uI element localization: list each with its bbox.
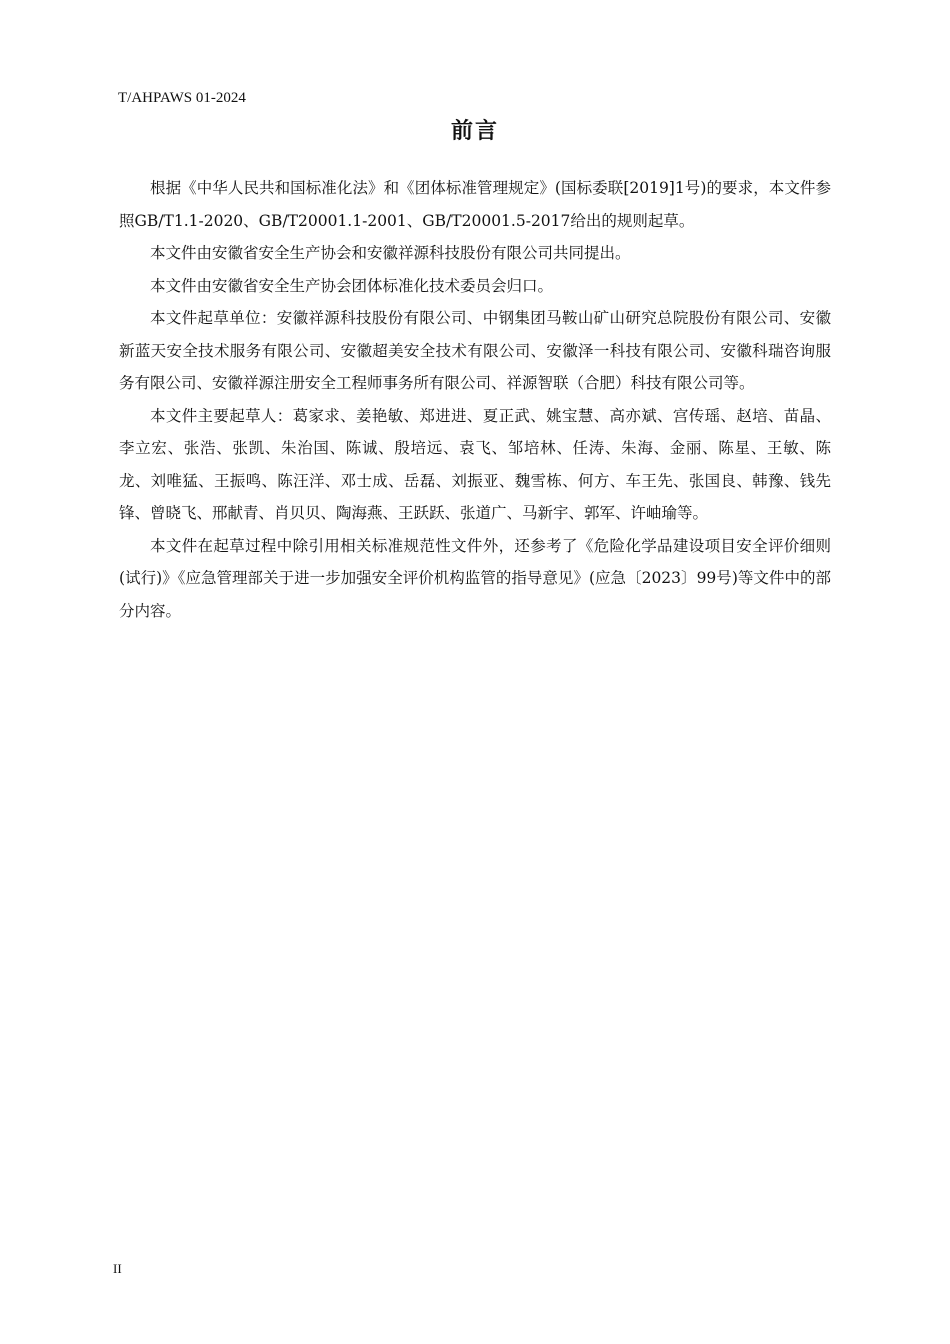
paragraph-basis: 根据《中华人民共和国标准化法》和《团体标准管理规定》(国标委联[2019]1号)的要求，本文件参照GB/T1.1-2020、GB/T20001.1-2001、GB/T20001.5-2017给出的规则起草。 [119, 179, 831, 230]
paragraph-references: 本文件在起草过程中除引用相关标准规范性文件外，还参考了《危险化学品建设项目安全评价细则(试行)》《应急管理部关于进一步加强安全评价机构监管的指导意见》(应急〔2023〕99号)等文件中的部分内容。 [119, 536, 831, 620]
page-number: II [113, 1261, 122, 1276]
paragraph-administrator: 本文件由安徽省安全生产协会团体标准化技术委员会归口。 [150, 276, 554, 295]
page-title: 前言 [450, 119, 499, 144]
paragraph-drafting-units: 本文件起草单位：安徽祥源科技股份有限公司、中钢集团马鞍山矿山研究总院股份有限公司、安徽新蓝天安全技术服务有限公司、安徽超美安全技术有限公司、安徽泽一科技有限公司、安徽科瑞咨询服务有限公司、安徽祥源注册安全工程师事务所有限公司、祥源智联（合肥）科技有限公司等。 [119, 309, 831, 392]
foreword-body [119, 172, 831, 627]
paragraph-drafters: 本文件主要起草人：葛家求、姜艳敏、郑进进、夏正武、姚宝慧、高亦斌、宫传瑶、赵培、苗晶、李立宏、张浩、张凯、朱治国、陈诚、殷培远、袁飞、邹培林、任涛、朱海、金丽、陈星、王敏、陈龙、刘唯猛、王振鸣、陈汪洋、邓士成、岳磊、刘振亚、魏雪栋、何方、车王先、张国良、韩豫、钱先锋、曾晓飞、邢献青、肖贝贝、陶海燕、王跃跃、张道广、马新宇、郭军、许岫瑜等。 [119, 406, 831, 522]
standard-code: T/AHPAWS 01-2024 [118, 90, 246, 106]
paragraph-proposer: 本文件由安徽省安全生产协会和安徽祥源科技股份有限公司共同提出。 [150, 244, 631, 262]
